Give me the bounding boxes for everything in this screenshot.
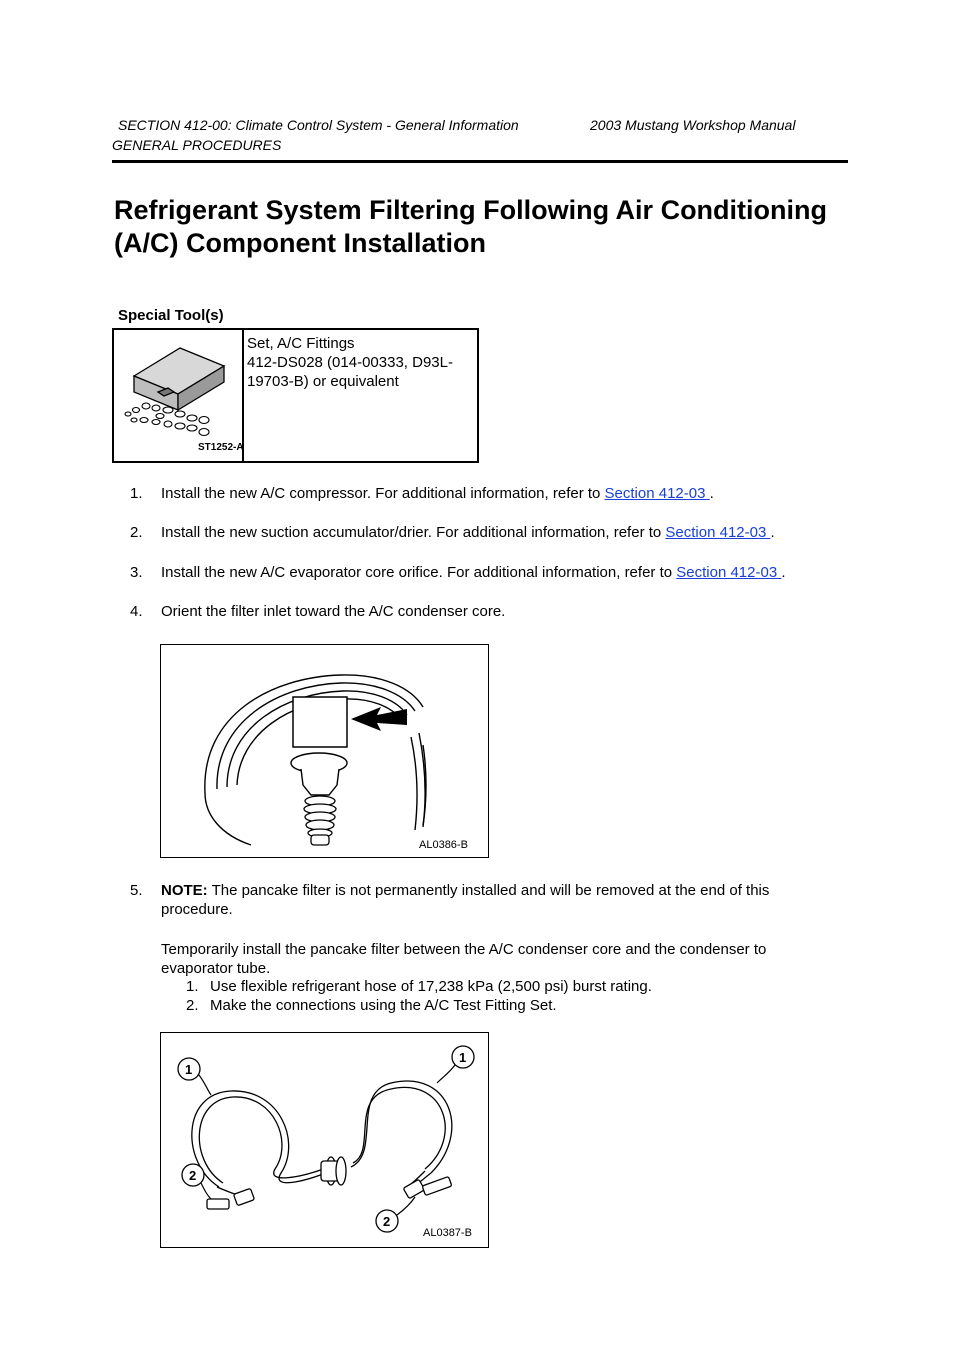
step-number: 3. (130, 564, 143, 581)
callout-1: 1 (459, 1050, 467, 1065)
step-number: 2. (130, 524, 143, 541)
header-rule (112, 160, 848, 163)
pancake-filter-figure (160, 644, 489, 858)
step-5-instruction: Temporarily install the pancake filter between the A/C condenser core and the condenser to evaporator tube. (161, 941, 767, 977)
figure-label: AL0386-B (419, 839, 468, 851)
hose-connection-figure (160, 1032, 489, 1248)
tool-image-cell (113, 329, 243, 462)
note-text: The pancake filter is not permanently installed and will be removed at the end of this procedure. (161, 882, 770, 918)
step-number: 5. (130, 882, 143, 899)
step-end: . (709, 485, 714, 502)
page-title: Refrigerant System Filtering Following Air Conditioning (A/C) Component Installation (114, 195, 828, 258)
step-number: 1. (130, 485, 143, 502)
section-412-03-link[interactable]: Section 412-03 (676, 564, 782, 581)
section-412-03-link[interactable]: Section 412-03 (604, 485, 710, 502)
pancake-filter-illustration (161, 645, 488, 857)
step-end: . (770, 524, 775, 541)
step-text: Install the new A/C compressor. For additional information, refer to (161, 485, 605, 502)
tool-number: 412-DS028 (014-00333, D93L-19703-B) or equivalent (247, 354, 453, 390)
tool-name: Set, A/C Fittings (247, 335, 355, 352)
step-text: Install the new suction accumulator/drier. For additional information, refer to (161, 524, 666, 541)
section-412-03-link[interactable]: Section 412-03 (665, 524, 771, 541)
substep-text: Use flexible refrigerant hose of 17,238 kPa (2,500 psi) burst rating. (210, 978, 652, 995)
tool-description-cell (243, 329, 478, 462)
section-header: SECTION 412-00: Climate Control System - General Information (118, 117, 519, 133)
step-text: Orient the filter inlet toward the A/C condenser core. (161, 603, 506, 620)
note-label: NOTE: (161, 882, 208, 899)
figure-label: AL0387-B (423, 1227, 472, 1239)
special-tools-heading: Special Tool(s) (118, 307, 224, 324)
step-text: Install the new A/C evaporator core orifice. For additional information, refer to (161, 564, 677, 581)
fitting-set-illustration (114, 330, 242, 456)
special-tools-table (112, 328, 479, 463)
callout-2: 2 (383, 1214, 391, 1229)
general-procedures-label: GENERAL PROCEDURES (112, 137, 282, 153)
hose-connection-illustration (161, 1033, 488, 1247)
tool-image-label: ST1252-A (198, 442, 242, 453)
substep-text: Make the connections using the A/C Test Fitting Set. (210, 997, 557, 1014)
substep-number: 1. (186, 978, 199, 995)
step-end: . (781, 564, 786, 581)
callout-1: 1 (185, 1062, 193, 1077)
substep-number: 2. (186, 997, 199, 1014)
step-number: 4. (130, 603, 143, 620)
callout-2: 2 (189, 1168, 197, 1183)
manual-title: 2003 Mustang Workshop Manual (590, 117, 796, 133)
